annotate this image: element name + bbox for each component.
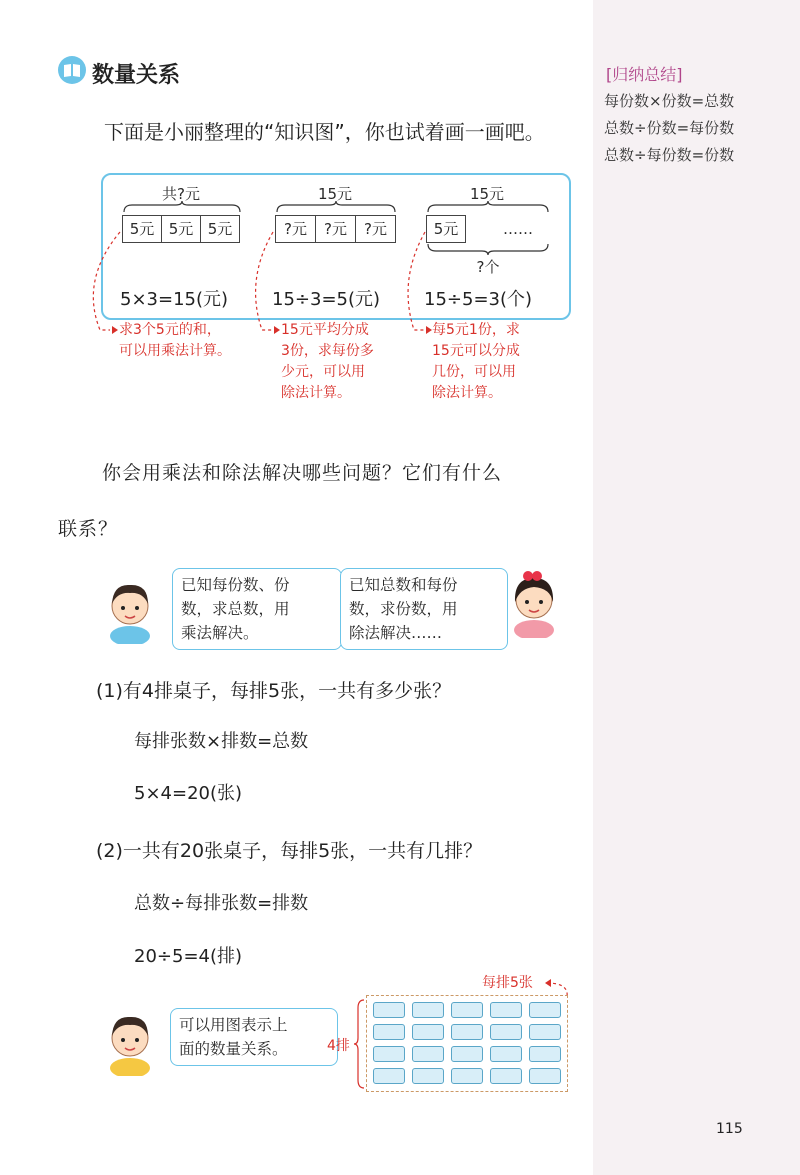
per-row-label: 每排5张: [482, 975, 533, 991]
intro-text: 下面是小丽整理的“知识图”，你也试着画一画吧。: [104, 120, 545, 144]
cell: 5元: [162, 216, 201, 242]
panel1-brace-label: 共?元: [162, 185, 200, 203]
note-1: [119, 320, 231, 362]
panel3-bottom-label: ?个: [476, 258, 500, 276]
bubble-line: 数，求份数，用: [349, 600, 458, 618]
bubble-line: 除法解决……: [349, 624, 443, 642]
desk-tile: [451, 1024, 483, 1040]
problem-2-equation: 20÷5=4(排): [134, 946, 243, 967]
note-2: [281, 320, 374, 404]
girl-speech-bubble: [340, 568, 508, 650]
desk-tile: [373, 1046, 405, 1062]
desk-tile: [490, 1046, 522, 1062]
question-line-2: 联系？: [58, 518, 119, 540]
bubble-line: 数，求总数，用: [181, 600, 290, 618]
desk-tile: [373, 1002, 405, 1018]
section-title: 数量关系: [92, 63, 181, 88]
boy-avatar: [103, 578, 157, 644]
problem-2: (2)一共有20张桌子，每排5张，一共有几排？: [96, 840, 483, 862]
rows-label: 4排: [327, 1038, 350, 1054]
girl-avatar: [506, 568, 562, 638]
desk-tile: [529, 1024, 561, 1040]
boy-avatar: [103, 1010, 157, 1076]
note-line: 几份，可以用: [432, 364, 516, 380]
note-line: 3份，求每份多: [281, 343, 374, 359]
desk-tile: [490, 1024, 522, 1040]
note-line: 15元可以分成: [432, 343, 520, 359]
bubble-line: 乘法解决。: [181, 624, 259, 642]
cell: 5元: [207, 220, 233, 238]
bubble-line: 已知总数和每份: [349, 576, 458, 594]
bubble-line: 面的数量关系。: [179, 1040, 288, 1058]
desk-tile: [490, 1002, 522, 1018]
sidebar-line: 总数÷份数=每份数: [604, 119, 735, 137]
note-line: 少元，可以用: [281, 364, 365, 380]
problem-1-formula: 每排张数×排数=总数: [134, 731, 309, 752]
bubble-line: 可以用图表示上: [179, 1016, 288, 1034]
bubble-line: 已知每份数、份: [181, 576, 290, 594]
note-line: 除法计算。: [281, 385, 351, 401]
problem-1-equation: 5×4=20(张): [134, 783, 243, 804]
desk-tile: [451, 1068, 483, 1084]
desk-tile: [412, 1068, 444, 1084]
note-line: 除法计算。: [432, 385, 502, 401]
boy-speech-bubble-2: [170, 1008, 338, 1066]
desk-grid: [366, 995, 568, 1092]
question-line-1: 你会用乘法和除法解决哪些问题？它们有什么: [102, 462, 503, 484]
cell: ?元: [276, 216, 316, 242]
problem-1: (1)有4排桌子，每排5张，一共有多少张？: [96, 680, 452, 702]
desk-tile: [412, 1024, 444, 1040]
cell: ?元: [364, 220, 387, 238]
cell: ?元: [316, 216, 356, 242]
note-line: 可以用乘法计算。: [119, 343, 231, 359]
problem-2-formula: 总数÷每排张数=排数: [134, 893, 309, 914]
desk-tile: [529, 1046, 561, 1062]
desk-tile: [451, 1046, 483, 1062]
desk-tile: [373, 1068, 405, 1084]
desk-tile: [529, 1002, 561, 1018]
sidebar-line: 总数÷每份数=份数: [604, 146, 735, 164]
panel1-equation: 5×3=15(元): [120, 289, 229, 310]
row-brace-icon: [352, 998, 366, 1090]
cell: 5元: [433, 220, 459, 238]
sidebar-title: [归纳总结]: [606, 65, 683, 84]
panel3-equation: 15÷5=3(个): [424, 289, 533, 310]
desk-tile: [412, 1046, 444, 1062]
dots: ……: [503, 220, 533, 238]
panel3-brace-label: 15元: [469, 185, 505, 203]
summary-sidebar: [593, 0, 800, 1175]
note-3: [432, 320, 520, 404]
boy-speech-bubble: [172, 568, 342, 650]
desk-tile: [529, 1068, 561, 1084]
panel2-brace-label: 15元: [317, 185, 353, 203]
panel2-equation: 15÷3=5(元): [272, 289, 381, 310]
desk-tile: [490, 1068, 522, 1084]
note-line: 每5元1份，求: [432, 322, 520, 338]
desk-tile: [451, 1002, 483, 1018]
cell: 5元: [123, 216, 162, 242]
desk-tile: [412, 1002, 444, 1018]
sidebar-line: 每份数×份数=总数: [604, 92, 735, 110]
note-line: 15元平均分成: [281, 322, 369, 338]
note-line: 求3个5元的和，: [119, 322, 221, 338]
desk-tile: [373, 1024, 405, 1040]
page-number: 115: [716, 1121, 743, 1137]
